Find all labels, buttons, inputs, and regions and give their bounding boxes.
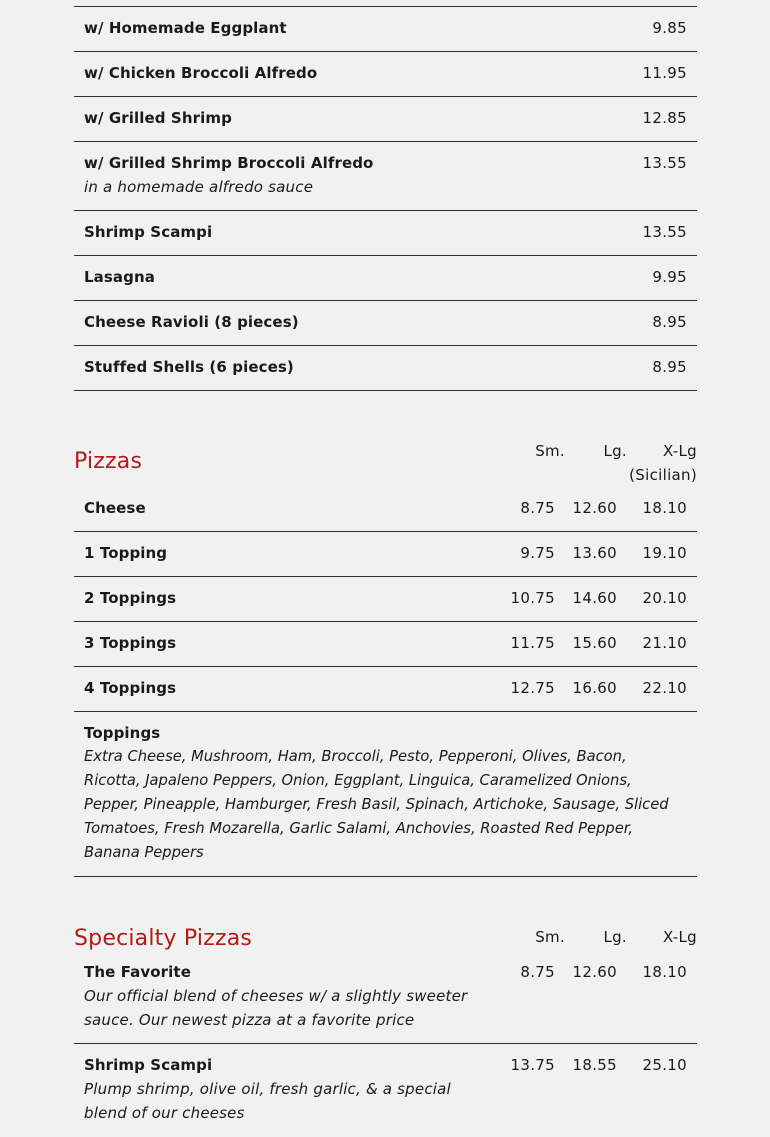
pizza-list bbox=[74, 487, 697, 877]
item-name: Cheese bbox=[84, 499, 146, 517]
menu-item[interactable] bbox=[74, 211, 697, 256]
menu-item[interactable] bbox=[74, 532, 697, 577]
item-description: in a homemade alfredo sauce bbox=[84, 178, 314, 196]
item-name: Stuffed Shells (6 pieces) bbox=[84, 358, 294, 376]
menu-item[interactable] bbox=[74, 301, 697, 346]
item-description: Our official blend of cheeses w/ a slightly sweeter sauce. Our newest pizza at a favorite price bbox=[84, 987, 468, 1029]
column-header-lg: Lg. bbox=[603, 928, 627, 946]
item-name: w/ Chicken Broccoli Alfredo bbox=[84, 64, 318, 82]
toppings-list: Extra Cheese, Mushroom, Ham, Broccoli, Pesto, Pepperoni, Olives, Bacon, Ricotta, Japaleno Peppers, Onion, Eggplant, Linguica, Caramelized Onions, Pepper, Pineapple, Hamburger, Fresh Basil, Spinach, Artichoke, Sausage, Sliced Tomatoes, Fresh Mozarella, Garlic Salami, Anchovies, Roasted Red Pepper, Banana Peppers bbox=[84, 748, 669, 861]
pizzas-section bbox=[74, 439, 697, 484]
section-title: Pizzas bbox=[74, 449, 143, 474]
item-name: Cheese Ravioli (8 pieces) bbox=[84, 313, 299, 331]
price-sm: 12.75 bbox=[510, 679, 555, 697]
item-name: Shrimp Scampi bbox=[84, 223, 213, 241]
item-name: w/ Homemade Eggplant bbox=[84, 19, 287, 37]
menu-item[interactable] bbox=[74, 142, 697, 211]
item-price: 13.55 bbox=[642, 223, 687, 241]
column-header-xlg: X-Lg bbox=[662, 928, 697, 946]
price-lg: 13.60 bbox=[572, 544, 617, 562]
menu-item[interactable] bbox=[74, 7, 697, 52]
price-lg: 14.60 bbox=[572, 589, 617, 607]
item-name: w/ Grilled Shrimp Broccoli Alfredo bbox=[84, 154, 374, 172]
menu-item[interactable] bbox=[74, 1044, 697, 1137]
menu-item[interactable] bbox=[74, 256, 697, 301]
column-header-xlg-sub: (Sicilian) bbox=[629, 466, 697, 484]
item-description: Plump shrimp, olive oil, fresh garlic, & a special blend of our cheeses bbox=[84, 1080, 451, 1122]
item-price: 8.95 bbox=[652, 358, 687, 376]
toppings-title: Toppings bbox=[84, 724, 161, 742]
price-sm: 8.75 bbox=[520, 499, 555, 517]
price-xlg: 22.10 bbox=[642, 679, 687, 697]
price-xlg: 19.10 bbox=[642, 544, 687, 562]
item-price: 9.85 bbox=[652, 19, 687, 37]
menu-item[interactable] bbox=[74, 622, 697, 667]
price-xlg: 18.10 bbox=[642, 499, 687, 517]
item-price: 13.55 bbox=[642, 154, 687, 172]
menu-item[interactable] bbox=[74, 577, 697, 622]
price-lg: 12.60 bbox=[572, 499, 617, 517]
price-lg: 15.60 bbox=[572, 634, 617, 652]
item-price: 11.95 bbox=[642, 64, 687, 82]
specialty-pizza-list bbox=[74, 951, 697, 1137]
price-xlg: 18.10 bbox=[642, 963, 687, 981]
column-header-lg: Lg. bbox=[603, 442, 627, 460]
item-name: w/ Grilled Shrimp bbox=[84, 109, 232, 127]
item-price: 12.85 bbox=[642, 109, 687, 127]
section-title: Specialty Pizzas bbox=[74, 926, 253, 951]
price-sm: 10.75 bbox=[510, 589, 555, 607]
menu-item[interactable] bbox=[74, 951, 697, 1044]
column-header-xlg: X-Lg bbox=[662, 442, 697, 460]
price-xlg: 25.10 bbox=[642, 1056, 687, 1074]
item-name: 4 Toppings bbox=[84, 679, 177, 697]
price-xlg: 21.10 bbox=[642, 634, 687, 652]
column-header-sm: Sm. bbox=[535, 928, 565, 946]
item-name: The Favorite bbox=[84, 963, 191, 981]
toppings-info bbox=[74, 712, 697, 877]
menu-item[interactable] bbox=[74, 97, 697, 142]
item-name: 2 Toppings bbox=[84, 589, 177, 607]
item-name: 1 Topping bbox=[84, 544, 168, 562]
item-name: Lasagna bbox=[84, 268, 155, 286]
pasta-list bbox=[74, 6, 697, 391]
item-price: 9.95 bbox=[652, 268, 687, 286]
price-sm: 13.75 bbox=[510, 1056, 555, 1074]
item-name: 3 Toppings bbox=[84, 634, 177, 652]
price-sm: 8.75 bbox=[520, 963, 555, 981]
menu-item[interactable] bbox=[74, 487, 697, 532]
menu-item[interactable] bbox=[74, 346, 697, 391]
price-sm: 9.75 bbox=[520, 544, 555, 562]
price-sm: 11.75 bbox=[510, 634, 555, 652]
item-name: Shrimp Scampi bbox=[84, 1056, 213, 1074]
price-lg: 12.60 bbox=[572, 963, 617, 981]
item-price: 8.95 bbox=[652, 313, 687, 331]
menu-item[interactable] bbox=[74, 667, 697, 712]
price-lg: 16.60 bbox=[572, 679, 617, 697]
column-header-sm: Sm. bbox=[535, 442, 565, 460]
price-xlg: 20.10 bbox=[642, 589, 687, 607]
price-lg: 18.55 bbox=[572, 1056, 617, 1074]
menu-item[interactable] bbox=[74, 52, 697, 97]
